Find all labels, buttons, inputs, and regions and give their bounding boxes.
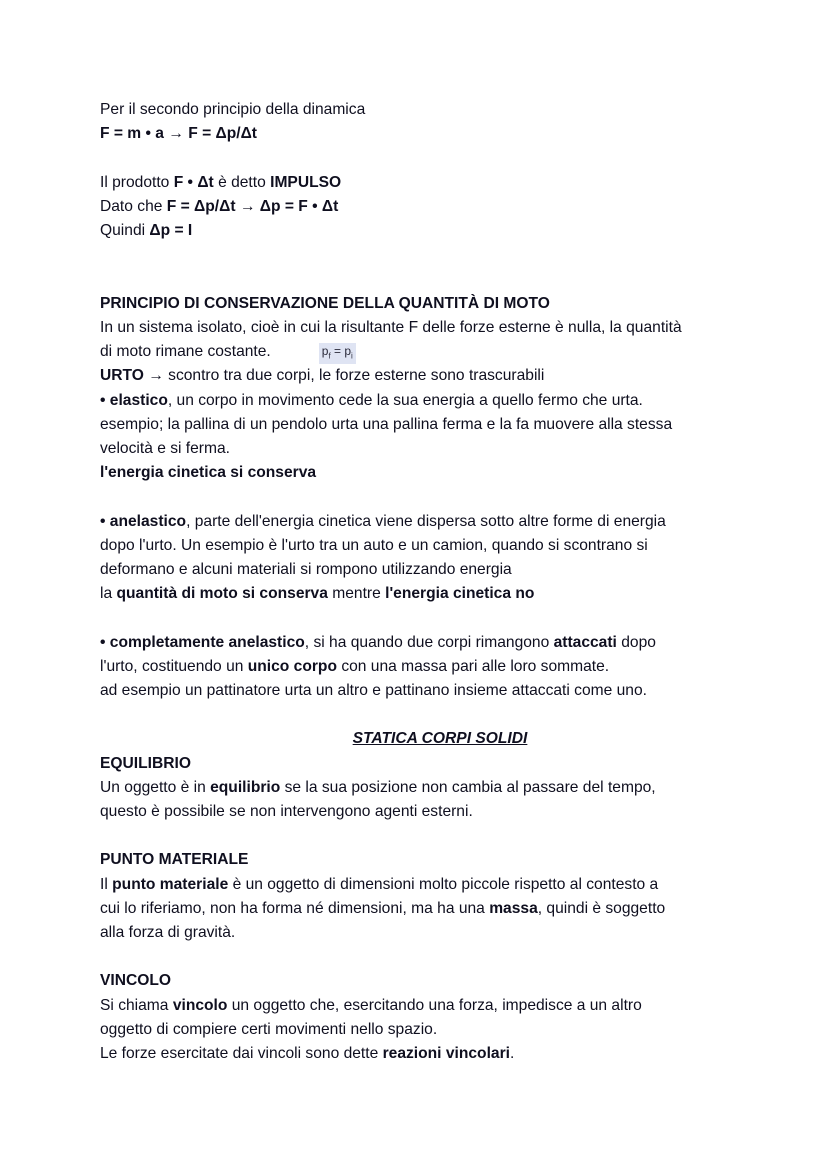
term-urto: URTO xyxy=(100,367,144,385)
text-line: questo è possibile se non intervengono agenti esterni. xyxy=(100,803,473,820)
text-line: Il punto materiale è un oggetto di dimensioni molto piccole rispetto al contesto a xyxy=(100,875,659,893)
spacer xyxy=(100,485,760,509)
text-line: Per il secondo principio della dinamica xyxy=(100,101,366,118)
text-line: ad esempio un pattinatore urta un altro e pattinano insieme attaccati come uno. xyxy=(100,682,647,699)
text-line: esempio; la pallina di un pendolo urta una pallina ferma e la fa muovere alla stessa xyxy=(100,415,673,433)
text-line: di moto rimane costante. $p_f = p_i$ xyxy=(100,340,760,364)
text-line: deformano e alcuni materiali si rompono utilizzando energia xyxy=(100,561,512,578)
text-line: Dato che F = Δp/Δt → Δp = F • Δt xyxy=(100,197,339,215)
list-item: • completamente anelastico, si ha quando due corpi rimangono attaccati dopo xyxy=(100,633,656,651)
text-line: la quantità di moto si conserva mentre l'energia cinetica no xyxy=(100,585,535,603)
text-line: Il prodotto F • Δt è detto IMPULSO xyxy=(100,173,342,191)
term-impulso: IMPULSO xyxy=(270,173,342,191)
spacer xyxy=(100,945,760,969)
formula-highlight: $p_f = p_i$ xyxy=(319,343,356,364)
text-line: dopo l'urto. Un esempio è l'urto tra un auto e un camion, quando si scontrano si xyxy=(100,536,648,554)
spacer xyxy=(100,606,760,630)
text-line: Quindi Δp = I xyxy=(100,222,193,239)
section-heading: PRINCIPIO DI CONSERVAZIONE DELLA QUANTITÀ DI MOTO xyxy=(100,294,550,312)
text-line: cui lo riferiamo, non ha forma né dimensioni, ma ha una massa, quindi è soggetto xyxy=(100,899,666,917)
section-heading: PUNTO MATERIALE xyxy=(100,851,249,869)
section-heading: VINCOLO xyxy=(100,972,172,990)
list-item: • anelastico, parte dell'energia cinetica viene dispersa sotto altre forme di energia xyxy=(100,512,666,530)
text-line: Un oggetto è in equilibrio se la sua posizione non cambia al passare del tempo, xyxy=(100,778,656,796)
spacer xyxy=(100,703,760,727)
text-line: l'energia cinetica si conserva xyxy=(100,464,317,482)
formula-line xyxy=(100,122,760,146)
spacer xyxy=(100,824,760,848)
text-line: velocità e si ferma. xyxy=(100,440,230,457)
text-line: Le forze esercitate dai vincoli sono dette reazioni vincolari. xyxy=(100,1045,515,1062)
list-item: • elastico, un corpo in movimento cede la sua energia a quello fermo che urta. xyxy=(100,391,643,409)
text-line: URTO → scontro tra due corpi, le forze esterne sono trascurabili xyxy=(100,367,545,385)
formula: F = m • a → F = Δp/Δt xyxy=(100,125,257,143)
text-line: In un sistema isolato, cioè in cui la risultante F delle forze esterne è nulla, la quantità xyxy=(100,318,682,336)
spacer xyxy=(100,146,760,170)
spacer xyxy=(100,243,760,291)
text-line: l'urto, costituendo un unico corpo con una massa pari alle loro sommate. xyxy=(100,657,610,675)
page-title: STATICA CORPI SOLIDI xyxy=(352,730,528,748)
section-heading: EQUILIBRIO xyxy=(100,754,191,772)
text-line: Si chiama vincolo un oggetto che, esercitando una forza, impedisce a un altro xyxy=(100,996,642,1014)
text-line: oggetto di compiere certi movimenti nello spazio. xyxy=(100,1020,438,1038)
text-line: alla forza di gravità. xyxy=(100,924,236,941)
document-page xyxy=(100,98,760,1066)
